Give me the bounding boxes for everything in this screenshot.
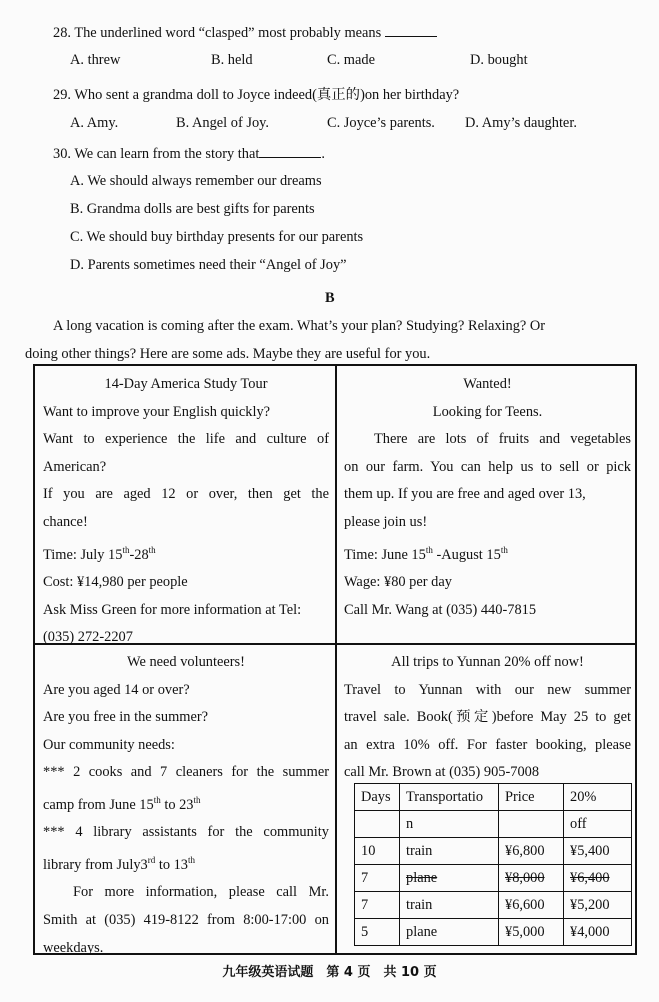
ad-line: If you are aged 12 or over, then get the (43, 486, 329, 503)
question-29-stem: 29. Who sent a grandma doll to Joyce indeed(真正的)on her birthday? (53, 87, 460, 103)
ad-line: Travel to Yunnan with our new summer (344, 681, 631, 698)
q28-option-b: B. held (211, 52, 253, 68)
ad-line: travel sale. Book(预定)before May 25 to get (344, 709, 631, 726)
cell-transportation: train (400, 892, 499, 919)
header-cell (499, 811, 564, 838)
q29-option-d: D. Amy’s daughter. (465, 115, 577, 131)
header-days: Days (355, 784, 400, 811)
ad-line: Want to experience the life and culture of (43, 431, 329, 448)
ad-line: please join us! (344, 513, 428, 530)
cell-transportation: train (400, 838, 499, 865)
ad-farm (344, 371, 631, 624)
ad-line: Are you free in the summer? (43, 709, 209, 726)
q30-option-b: B. Grandma dolls are best gifts for parents (70, 201, 315, 217)
ads-grid (33, 364, 637, 955)
cell-price: ¥8,000 (499, 865, 564, 892)
column-divider (335, 366, 337, 953)
ad-line: on our farm. You can help us to sell or pick (344, 458, 631, 475)
q28-option-a: A. threw (70, 52, 121, 68)
ad-time: Time: July 15th-28th (43, 544, 156, 563)
table-row (355, 838, 632, 865)
q30-option-c: C. We should buy birthday presents for our parents (70, 229, 364, 245)
q30-option-d: D. Parents sometimes need their “Angel of Joy” (70, 257, 347, 273)
ad-title: All trips to Yunnan 20% off now! (391, 654, 584, 670)
ad-volunteers (43, 649, 329, 962)
header-cell (355, 811, 400, 838)
ad-line: call Mr. Brown at (035) 905-7008 (344, 764, 540, 781)
cell-days: 7 (355, 865, 400, 892)
header-cell: n (400, 811, 499, 838)
cell-transportation: plane (400, 865, 499, 892)
header-transportation: Transportatio (400, 784, 499, 811)
ad-line: Our community needs: (43, 736, 175, 753)
ad-title: Wanted! (463, 376, 512, 392)
ad-line: Are you aged 14 or over? (43, 681, 190, 698)
cell-price: ¥6,600 (499, 892, 564, 919)
cell-days: 5 (355, 919, 400, 946)
ad-cost: Cost: ¥14,980 per people (43, 573, 188, 590)
ad-line: For more information, please call Mr. (73, 884, 329, 901)
section-b-title: B (325, 290, 335, 306)
ad-line: American? (43, 458, 107, 475)
q30-option-a: A. We should always remember our dreams (70, 173, 322, 189)
ad-line: *** 4 library assistants for the community (43, 824, 329, 841)
ad-line: *** 2 cooks and 7 cleaners for the summer (43, 764, 329, 781)
page-footer: 九年级英语试题 第 4 页 共 10 页 (222, 965, 437, 980)
table-row (355, 892, 632, 919)
ad-yunnan (344, 649, 631, 787)
header-cell: off (564, 811, 632, 838)
ad-line: an extra 10% off. For faster booking, please (344, 736, 631, 753)
cell-discount: ¥4,000 (564, 919, 632, 946)
trip-price-table (354, 783, 632, 946)
cell-price: ¥6,800 (499, 838, 564, 865)
ad-time: Time: June 15th -August 15th (344, 544, 508, 563)
table-row (355, 865, 632, 892)
cell-discount: ¥5,400 (564, 838, 632, 865)
ad-title: 14-Day America Study Tour (104, 376, 268, 392)
ad-line: Ask Miss Green for more information at Tel: (43, 601, 302, 618)
answer-blank (385, 36, 437, 37)
ad-phone: Call Mr. Wang at (035) 440-7815 (344, 601, 537, 618)
q29-option-a: A. Amy. (70, 115, 119, 131)
cell-days: 7 (355, 892, 400, 919)
table-header-row (355, 784, 632, 811)
section-b-intro-1: A long vacation is coming after the exam. What’s your plan? Studying? Relaxing? Or (53, 318, 546, 334)
q29-option-c: C. Joyce’s parents. (327, 115, 435, 131)
ad-subtitle: Looking for Teens. (432, 403, 543, 420)
ad-wage: Wage: ¥80 per day (344, 573, 452, 590)
header-price: Price (499, 784, 564, 811)
ad-line: There are lots of fruits and vegetables (374, 431, 631, 448)
ad-line: Want to improve your English quickly? (43, 403, 271, 420)
answer-blank (259, 157, 321, 158)
question-28-stem: 28. The underlined word “clasped” most probably means (53, 25, 437, 42)
cell-days: 10 (355, 838, 400, 865)
question-30-stem: 30. We can learn from the story that . (53, 146, 325, 162)
ad-line: library from July3rd to 13th (43, 854, 196, 873)
ad-title: We need volunteers! (127, 654, 245, 670)
cell-discount: ¥6,400 (564, 865, 632, 892)
q28-option-c: C. made (327, 52, 375, 68)
section-b-intro-2: doing other things? Here are some ads. Maybe they are useful for you. (25, 346, 431, 362)
table-header-row-cont (355, 811, 632, 838)
cell-discount: ¥5,200 (564, 892, 632, 919)
header-discount: 20% (564, 784, 632, 811)
table-row (355, 919, 632, 946)
ad-phone: (035) 272-2207 (43, 629, 133, 646)
ad-line: weekdays. (43, 939, 104, 956)
cell-price: ¥5,000 (499, 919, 564, 946)
q29-option-b: B. Angel of Joy. (176, 115, 270, 131)
ad-line: camp from June 15th to 23th (43, 794, 201, 813)
ad-line: them up. If you are free and aged over 13, (344, 486, 586, 503)
q28-option-d: D. bought (470, 52, 528, 68)
ad-line: Smith at (035) 419-8122 from 8:00-17:00 on (43, 911, 329, 928)
cell-transportation: plane (400, 919, 499, 946)
ad-line: chance! (43, 513, 88, 530)
ad-study-tour (43, 371, 329, 652)
